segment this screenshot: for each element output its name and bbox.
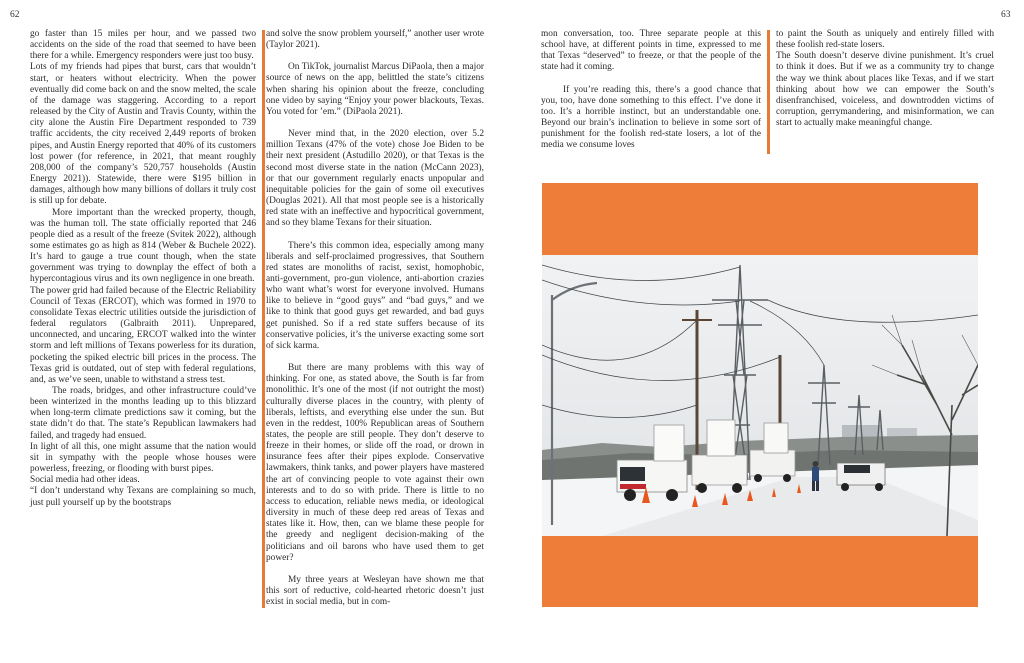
paragraph: to paint the South as uniquely and entirely filled with these foolish red-state losers. <box>776 29 994 51</box>
page-number-right: 63 <box>1001 10 1011 20</box>
paragraph: In light of all this, one might assume that the nation would sit in sympathy with the people whose houses were powerless, freezing, or flooding with burst pipes. <box>30 441 256 475</box>
paragraph: go faster than 15 miles per hour, and we passed two accidents on the side of the road that seemed to have been there for a while. Emergency responders were just too busy. <box>30 29 256 62</box>
paragraph: My three years at Wesleyan have shown me that this sort of reductive, cold-hearted rhetoric doesn’t just exist in social media, but in com- <box>266 574 484 608</box>
paragraph: The power grid had failed because of the Electric Reliability Council of Texas (ERCOT), which was formed in 1970 to consolidate Texas electric utilities outside the jurisdiction of federal regulators (Galbraith 2011). Unprepared, unconnected, and uncaring, ERCOT walked into the winter storm and left millions of Texans powerless for its duration, pocketing the spiked electric bill prices in the process. The Texas grid is outdated, out of step with federal regulations, and, as we’ve seen, unable to withstand a stress test. <box>30 285 256 385</box>
paragraph: If you’re reading this, there’s a good chance that you, too, have done something to this effect. I’ve done it too. It’s a horrible instinct, but an understandable one. Beyond our brain’s inclination to believe in some sort of punishment for the foolish red-state losers, a lot of the media we consume loves <box>541 84 761 151</box>
paragraph: There’s this common idea, especially among many liberals and self-proclaimed progressives, that Southern red states are monoliths of racist, sexist, homophobic, anti-government, pro-gun violence, anti-abortion crazies who want what’s worst for everyone involved. Humans like to believe in “good guys” and “bad guys,” and we like to think that good guys get rewarded, and bad guys get punished. So if a red state suffers because of its conservative policies, it’s the universe exacting some sort of sick karma. <box>266 240 484 351</box>
paragraph: The roads, bridges, and other infrastructure could’ve been winterized in the months leading up to this blizzard when long-term climate predictions saw it coming, but the state didn’t do that. The state’s Republican lawmakers had failed, and tragedy had ensued. <box>30 386 256 441</box>
paragraph: “I don’t understand why Texans are complaining so much, just pull yourself up by the bootstraps <box>30 486 256 508</box>
paragraph: On TikTok, journalist Marcus DiPaola, then a major source of news on the app, belittled the state’s citizens when sharing his opinion about the freeze, concluding one video by saying “Enjoy your power blackouts, Texas. You voted for ’em.” (DiPaola 2021). <box>266 62 484 117</box>
right-column-divider-bar <box>767 30 770 154</box>
paragraph: and solve the snow problem yourself,” another user wrote (Taylor 2021). <box>266 29 484 51</box>
right-page-column-1 <box>541 29 761 152</box>
left-page-column-1 <box>30 29 256 509</box>
photo-utility-trucks-snow <box>542 255 978 536</box>
left-column-divider-bar <box>262 30 265 608</box>
left-page-column-2 <box>266 29 484 608</box>
paragraph: The South doesn’t deserve divine punishment. It’s cruel to think it does. But if we as a community try to change the way we think about places like Texas, and if we start thinking about how we can empower the South’s disenfranchised, voiceless, and downtrodden victims of corruption, gerrymandering, and misinformation, we can start to actually make meaningful change. <box>776 51 994 129</box>
paragraph: More important than the wrecked property, though, was the human toll. The state officially reported that 246 people died as a result of the freeze (Svitek 2022), although some estimates go as high as 814 (Weber & Buchele 2022). It’s hard to gauge a true count though, when the state government was trying to downplay the effect of both a hypercontagious virus and its own negligence in one breath. <box>30 207 256 285</box>
right-page-column-2 <box>776 29 994 129</box>
paragraph: Social media had other ideas. <box>30 475 140 486</box>
paragraph: Lots of my friends had pipes that burst, cars that wouldn’t start, or heaters without electricity. When the power eventually did come back on and the snow melted, the scale of the damage was staggering. According to a report released by the City of Austin and Travis County, within the city alone the Austin Fire Department responded to 739 traffic accidents, the city received 2,449 reports of broken pipes, and Austin Energy reported that 40% of its customers lost power (for reference, in 2021, that meant roughly 208,000 of the company’s 520,757 households (Austin Energy 2021)). Statewide, there were $195 billion in damages, although how many billions of dollars it truly cost is still up for debate. <box>30 62 256 207</box>
paragraph: mon conversation, too. Three separate people at this school have, at different points in time, expressed to me that Texas “deserved” to freeze, or that the people of the state had it coming. <box>541 29 761 73</box>
page-number-left: 62 <box>10 10 20 20</box>
paragraph: Never mind that, in the 2020 election, over 5.2 million Texans (47% of the vote) chose Joe Biden to be their next president (Astudillo 2020), or that Texas is the second most diverse state in the nation (McCann 2023), or that our government regularly enacts unpopular and inequitable policies for the gain of some oil executives (Douglas 2021). All that most people see is a historically red state with an ineffective and hypocritical government, and so they blame Texans for their situation. <box>266 129 484 229</box>
paragraph: But there are many problems with this way of thinking. For one, as stated above, the South is far from monolithic. It’s one of the most (if not outright the most) culturally diverse places in the country, with plenty of liberals, leftists, and everything else under the sun. But even in the reddest, 100% Republican areas of Southern states, the people are still people. They don’t deserve to freeze in their homes, or slide off the road, or drown in insurance fees after their pipes explode. Conservative lawmakers, think tanks, and power players have mastered the art of convincing people to vote against their own interests and to do so with pride. There is little to no access to education, reliable news media, or ideological diversity in much of these deep red areas of Texas and states like it. How, then, can we blame these people for the greedy and negligent decision-making of the politicians and oil barons who have used them to get power? <box>266 363 484 563</box>
